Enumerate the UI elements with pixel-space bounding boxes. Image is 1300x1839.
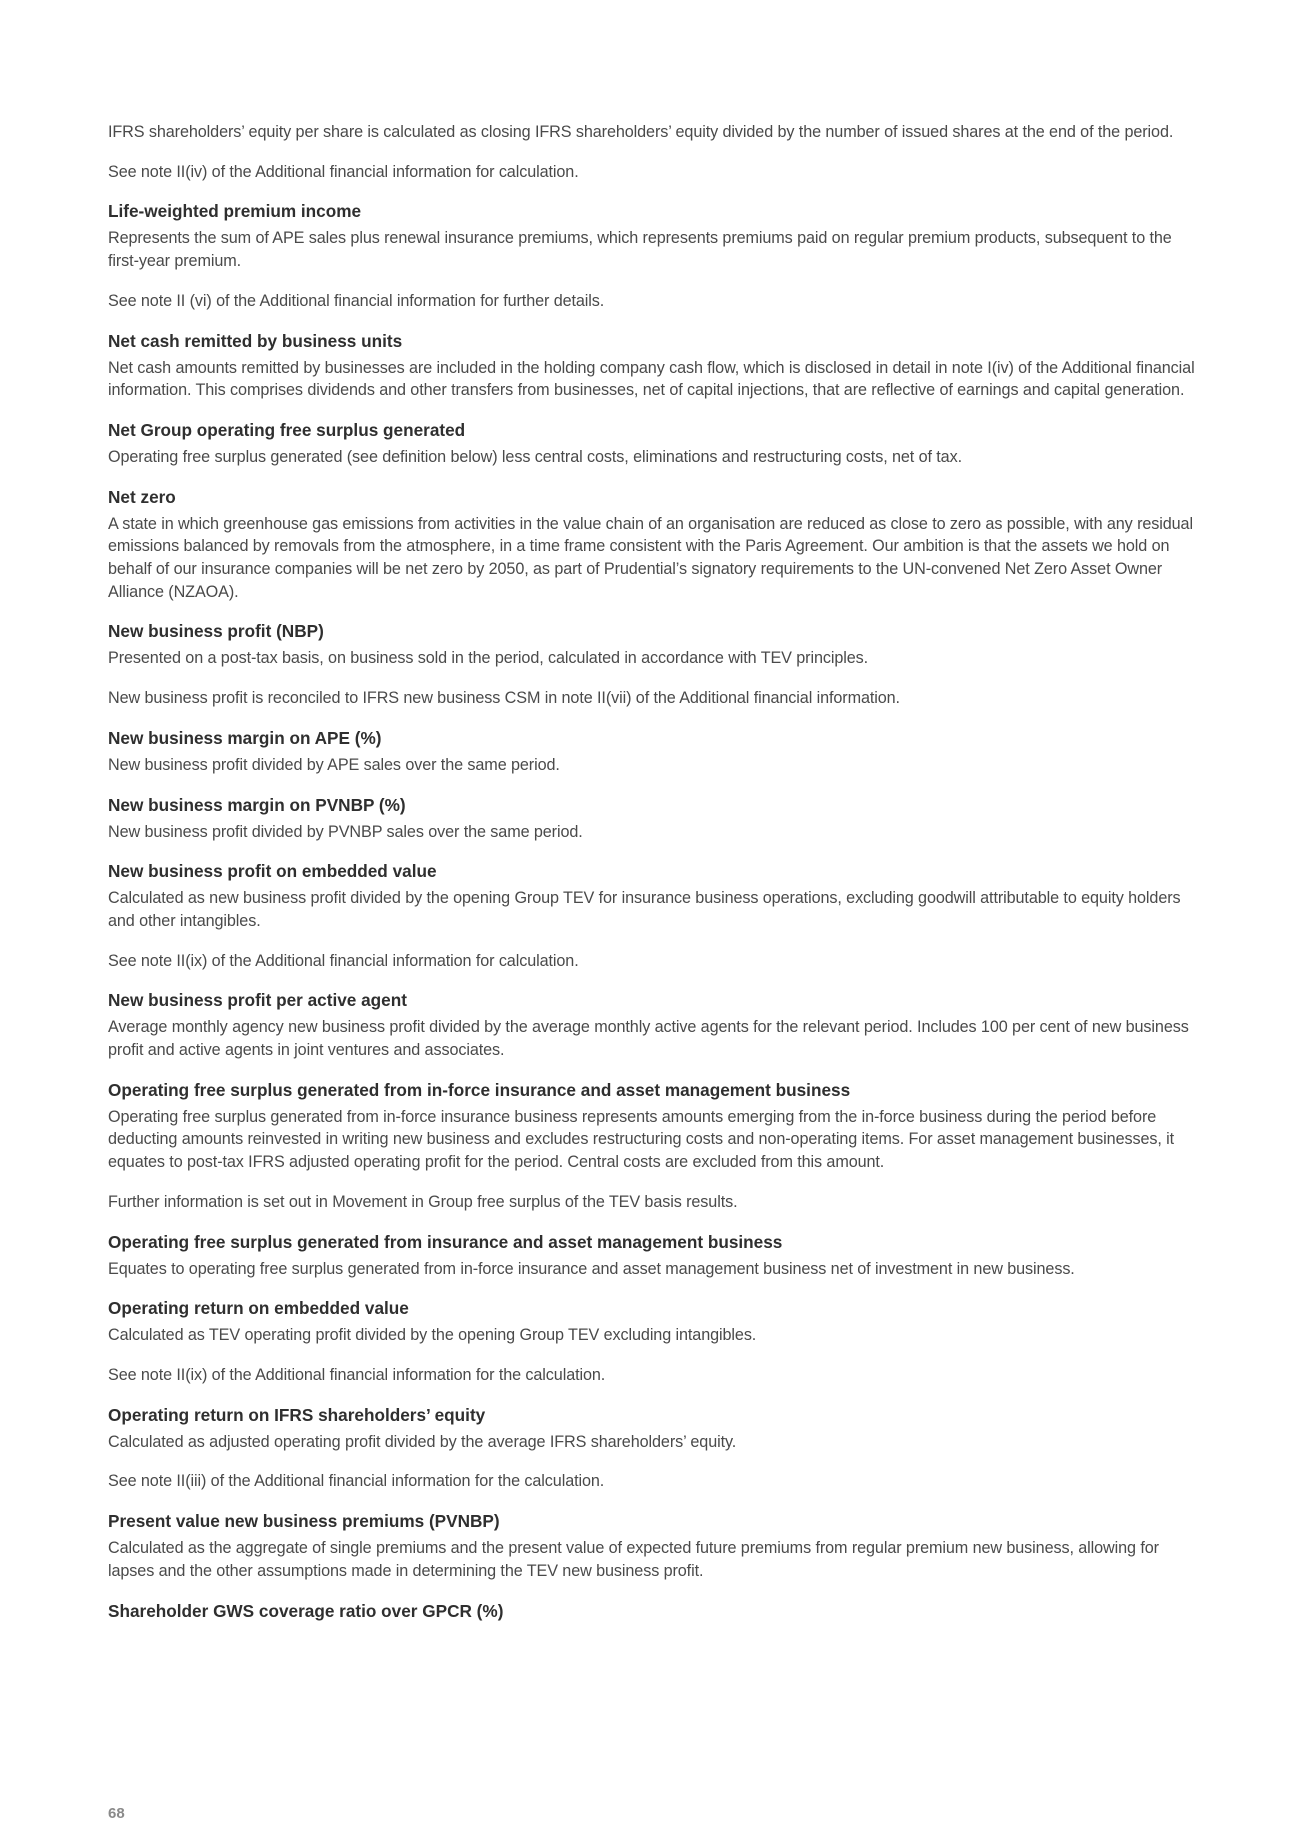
glossary-term	[108, 486, 1203, 604]
glossary-term	[108, 1404, 1203, 1493]
term-definition: Calculated as adjusted operating profit divided by the average IFRS shareholders’ equity.	[108, 1432, 737, 1451]
term-heading: New business margin on PVNBP (%)	[108, 794, 406, 815]
term-heading: Shareholder GWS coverage ratio over GPCR (%)	[108, 1600, 504, 1621]
intro-paragraph: See note II(iv) of the Additional financial information for calculation.	[108, 162, 579, 181]
term-heading: Operating return on IFRS shareholders’ equity	[108, 1404, 486, 1425]
term-definition: See note II (vi) of the Additional financial information for further details.	[108, 291, 605, 310]
term-heading: New business profit per active agent	[108, 990, 407, 1011]
term-heading: Net zero	[108, 486, 176, 507]
term-definition: New business profit divided by APE sales over the same period.	[108, 755, 560, 774]
glossary-term	[108, 1297, 1203, 1386]
term-heading: Present value new business premiums (PVNBP)	[108, 1511, 500, 1532]
term-definition: Presented on a post-tax basis, on business sold in the period, calculated in accordance with TEV principles.	[108, 649, 869, 668]
glossary-term	[108, 330, 1203, 402]
term-heading: Net Group operating free surplus generated	[108, 419, 466, 440]
term-definition: Operating free surplus generated (see definition below) less central costs, eliminations and restructuring costs, net of tax.	[108, 447, 962, 466]
glossary-term	[108, 860, 1203, 972]
term-definition: Calculated as the aggregate of single premiums and the present value of expected future premiums from regular premium new business, allowing for lapses and the other assumptions made in determining the TEV new business profit.	[108, 1539, 1159, 1580]
term-heading: Net cash remitted by business units	[108, 330, 403, 351]
term-definition: See note II(iii) of the Additional financial information for the calculation.	[108, 1472, 605, 1491]
page-number: 68	[108, 1805, 125, 1822]
term-heading: Operating free surplus generated from insurance and asset management business	[108, 1231, 783, 1252]
term-heading: New business profit on embedded value	[108, 861, 437, 882]
term-definition: Equates to operating free surplus generated from in-force insurance and asset management business net of investment in new business.	[108, 1259, 1075, 1278]
term-definition: Calculated as TEV operating profit divided by the opening Group TEV excluding intangibles.	[108, 1326, 757, 1345]
intro-section	[108, 121, 1203, 183]
term-heading: New business margin on APE (%)	[108, 727, 382, 748]
term-definition: Average monthly agency new business profit divided by the average monthly active agents for the relevant period. Includes 100 per cent of new business profit and active agents in joint ventures and associates.	[108, 1018, 1189, 1060]
term-heading: Operating return on embedded value	[108, 1298, 409, 1319]
glossary-term	[108, 1231, 1203, 1281]
intro-paragraph: IFRS shareholders’ equity per share is calculated as closing IFRS shareholders’ equity divided by the number of issued shares at the end of the period.	[108, 123, 1174, 141]
glossary-term	[108, 794, 1203, 844]
glossary-content	[108, 121, 1203, 1627]
glossary-terms	[108, 200, 1203, 1621]
term-definition: See note II(ix) of the Additional financial information for calculation.	[108, 951, 579, 970]
term-definition: Operating free surplus generated from in-force insurance business represents amounts emerging from the in-force business during the period before deducting amounts reinvested in writing new business and excludes restructuring costs and non-operating items. For asset management businesses, it equates to post-tax IFRS adjusted operating profit for the period. Central costs are excluded from this amount.	[108, 1107, 1175, 1172]
term-definition: Net cash amounts remitted by businesses are included in the holding company cash flow, which is disclosed in detail in note I(iv) of the Additional financial information. This comprises dividends and other transfers from businesses, net of capital injections, that are reflective of earnings and capital generation.	[108, 358, 1195, 400]
term-definition: Represents the sum of APE sales plus renewal insurance premiums, which represents premiums paid on regular premium products, subsequent to the first-year premium.	[108, 229, 1172, 271]
term-heading: New business profit (NBP)	[108, 621, 324, 642]
glossary-term	[108, 1600, 1203, 1622]
glossary-term	[108, 727, 1203, 777]
term-heading: Operating free surplus generated from in-force insurance and asset management business	[108, 1079, 851, 1100]
term-definition: New business profit divided by PVNBP sales over the same period.	[108, 822, 583, 841]
term-definition: Calculated as new business profit divided by the opening Group TEV for insurance business operations, excluding goodwill attributable to equity holders and other intangibles.	[108, 889, 1181, 930]
term-definition: A state in which greenhouse gas emissions from activities in the value chain of an organisation are reduced as close to zero as possible, with any residual emissions balanced by removals from the atmosphere, in a time frame consistent with the Paris Agreement. Our ambition is that the assets we hold on behalf of our insurance companies will be net zero by 2050, as part of Prudential’s signatory requirements to the UN-convened Net Zero Asset Owner Alliance (NZAOA).	[108, 514, 1193, 601]
glossary-term	[108, 620, 1203, 709]
glossary-term	[108, 200, 1203, 312]
term-definition: New business profit is reconciled to IFRS new business CSM in note II(vii) of the Additional financial information.	[108, 689, 900, 708]
term-heading: Life-weighted premium income	[108, 201, 362, 222]
glossary-term	[108, 419, 1203, 469]
glossary-term	[108, 989, 1203, 1061]
term-definition: Further information is set out in Movement in Group free surplus of the TEV basis results.	[108, 1192, 738, 1211]
glossary-term	[108, 1079, 1203, 1214]
glossary-term	[108, 1510, 1203, 1582]
term-definition: See note II(ix) of the Additional financial information for the calculation.	[108, 1365, 606, 1384]
